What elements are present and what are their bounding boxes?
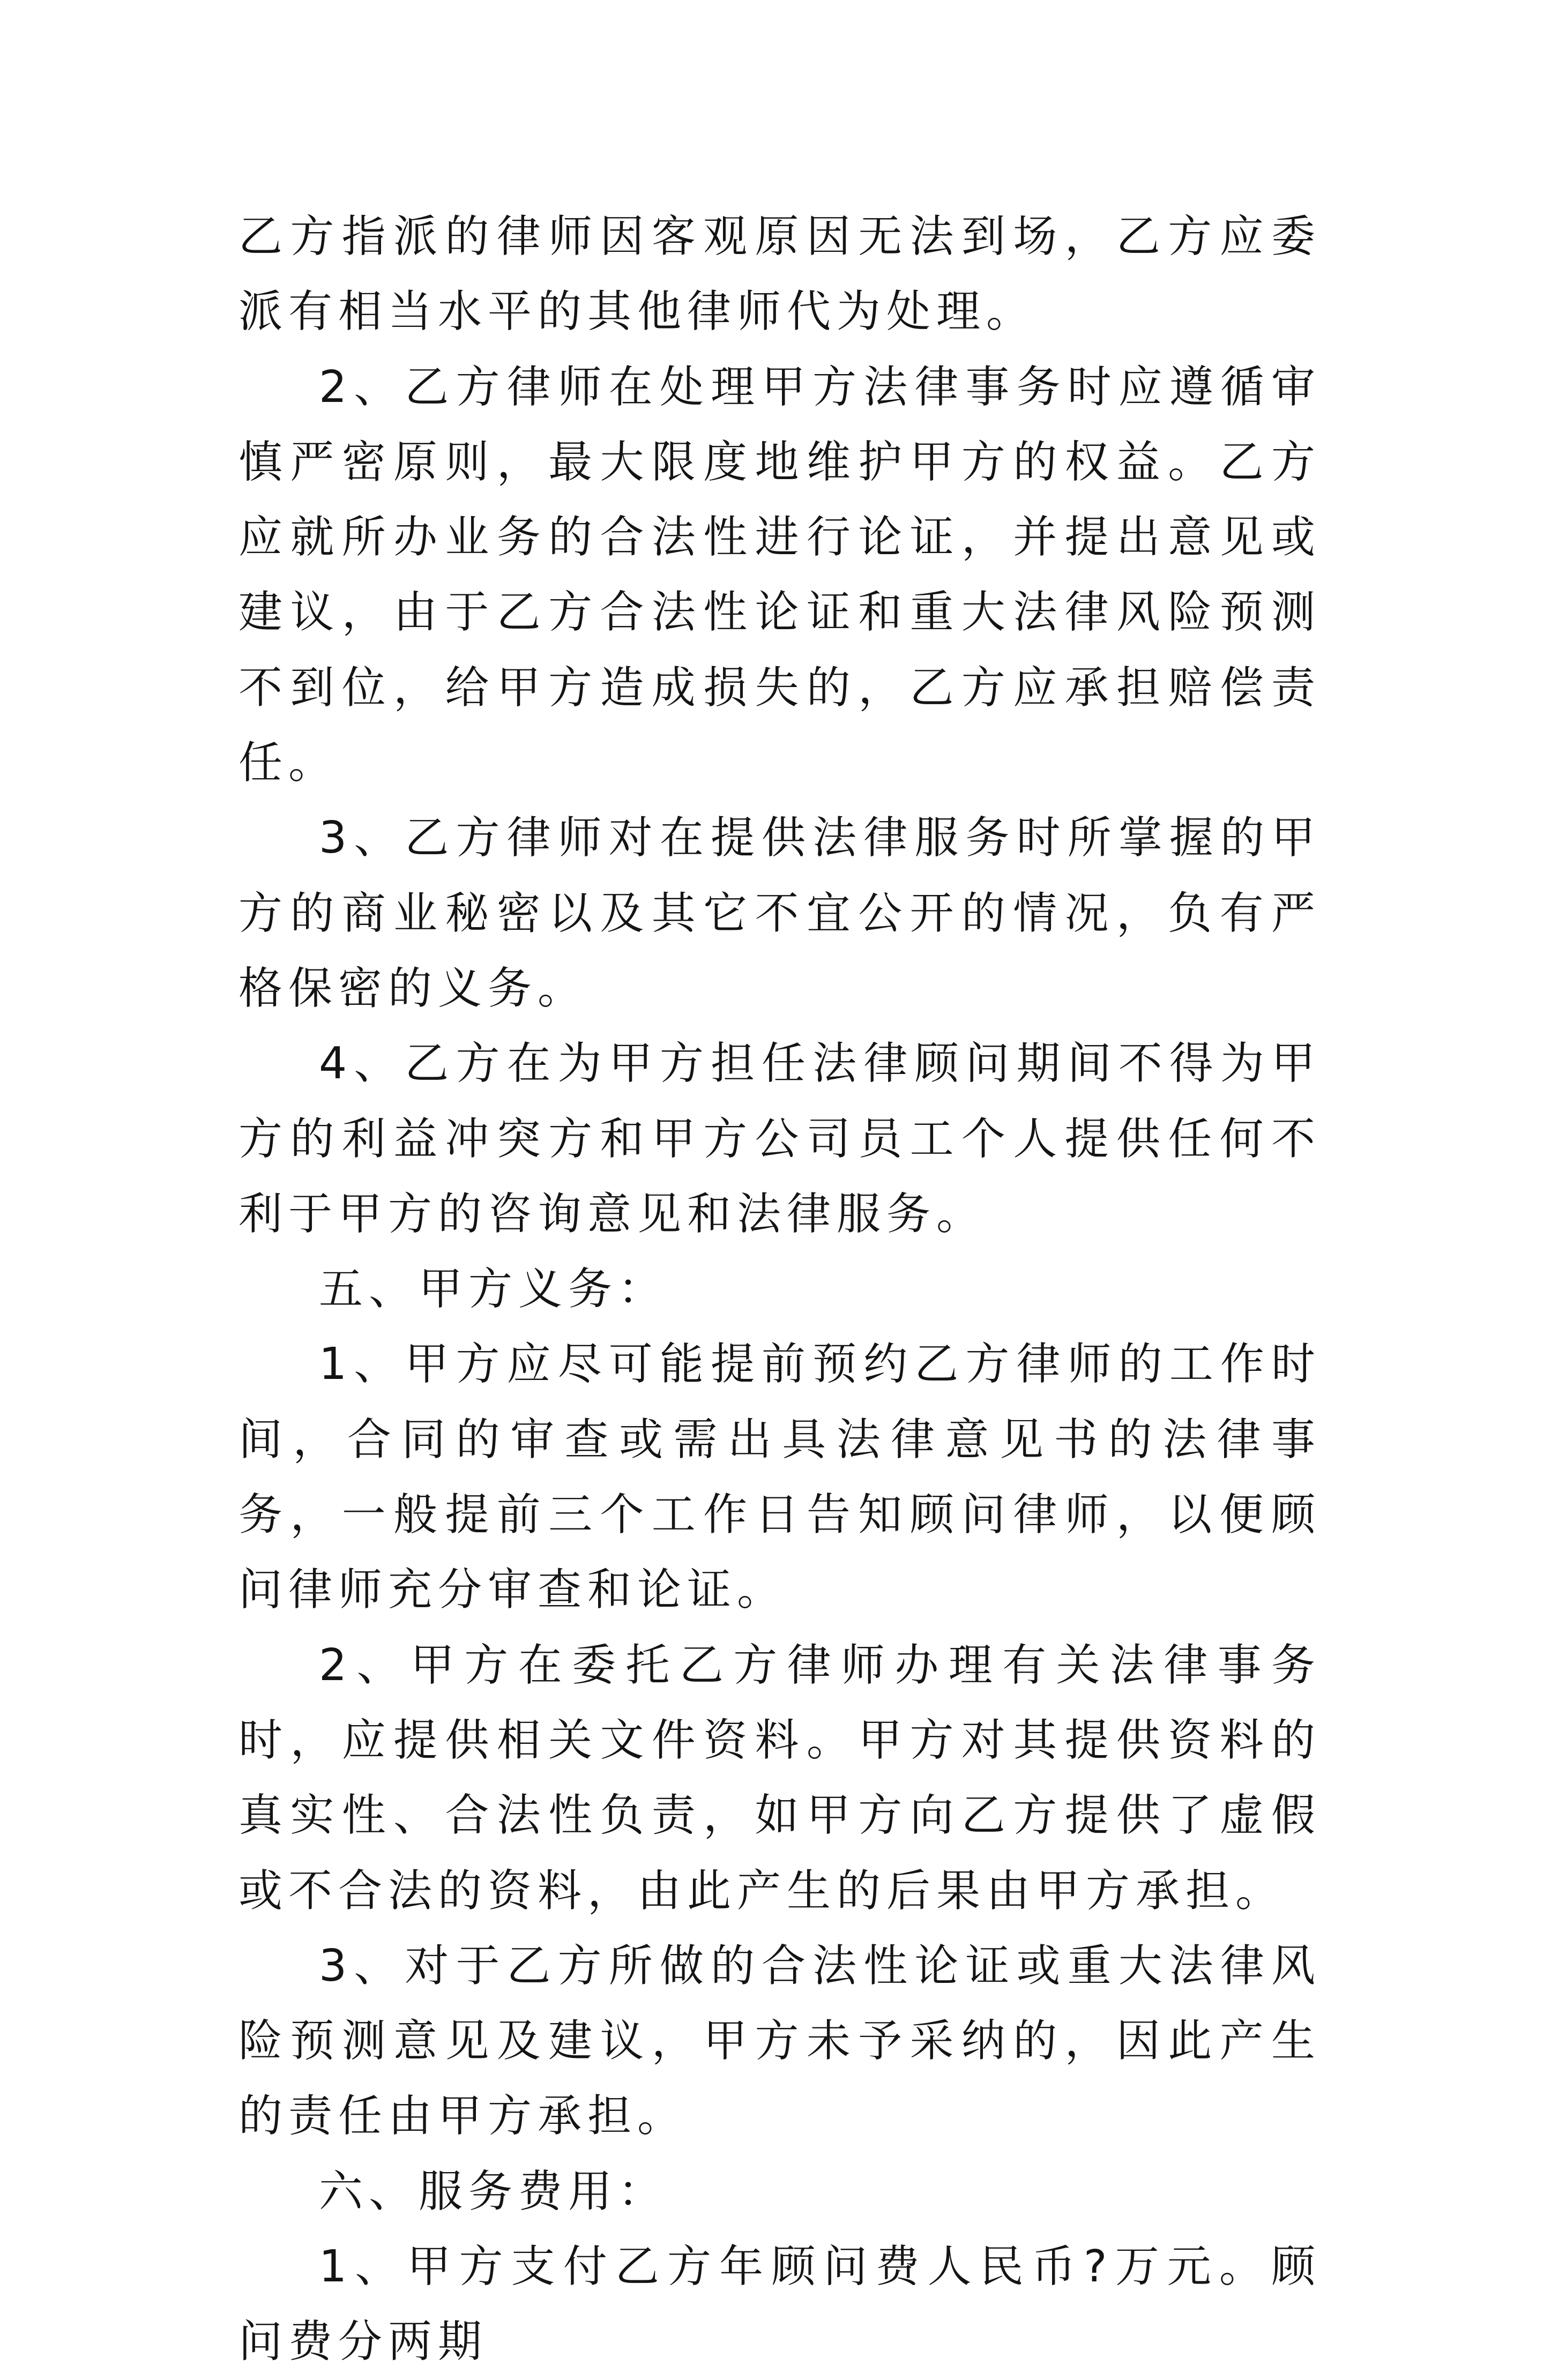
section-heading-service-fees: 六、服务费用：	[319, 2166, 668, 2217]
paragraph-1: 乙方指派的律师因客观原因无法到场，乙方应委派有相当水平的其他律师代为处理。	[238, 211, 1321, 338]
paragraph-7: 2、甲方在委托乙方律师办理有关法律事务时，应提供相关文件资料。甲方对其提供资料的真实性、合法性负责，如甲方向乙方提供了虚假或不合法的资料，由此产生的后果由甲方承担。	[238, 1639, 1321, 1916]
paragraph-4: 4、乙方在为甲方担任法律顾问期间不得为甲方的利益冲突方和甲方公司员工个人提供任何不利于甲方的咨询意见和法律服务。	[238, 1038, 1321, 1240]
paragraph-10: 1、甲方支付乙方年顾问费人民币?万元。顾问费分两期	[238, 2241, 1321, 2368]
document-body	[238, 199, 1321, 2380]
paragraph-2: 2、乙方律师在处理甲方法律事务时应遵循审慎严密原则，最大限度地维护甲方的权益。乙方应就所办业务的合法性进行论证，并提出意见或建议，由于乙方合法性论证和重大法律风险预测不到位，给甲方造成损失的，乙方应承担赔偿责任。	[238, 361, 1321, 789]
section-heading-party-a-obligations: 五、甲方义务：	[319, 1264, 668, 1315]
paragraph-3: 3、乙方律师对在提供法律服务时所掌握的甲方的商业秘密以及其它不宜公开的情况，负有严格保密的义务。	[238, 812, 1321, 1014]
paragraph-6: 1、甲方应尽可能提前预约乙方律师的工作时间，合同的审查或需出具法律意见书的法律事务，一般提前三个工作日告知顾问律师，以便顾问律师充分审查和论证。	[238, 1339, 1321, 1616]
paragraph-8: 3、对于乙方所做的合法性论证或重大法律风险预测意见及建议，甲方未予采纳的，因此产生的责任由甲方承担。	[238, 1940, 1321, 2142]
